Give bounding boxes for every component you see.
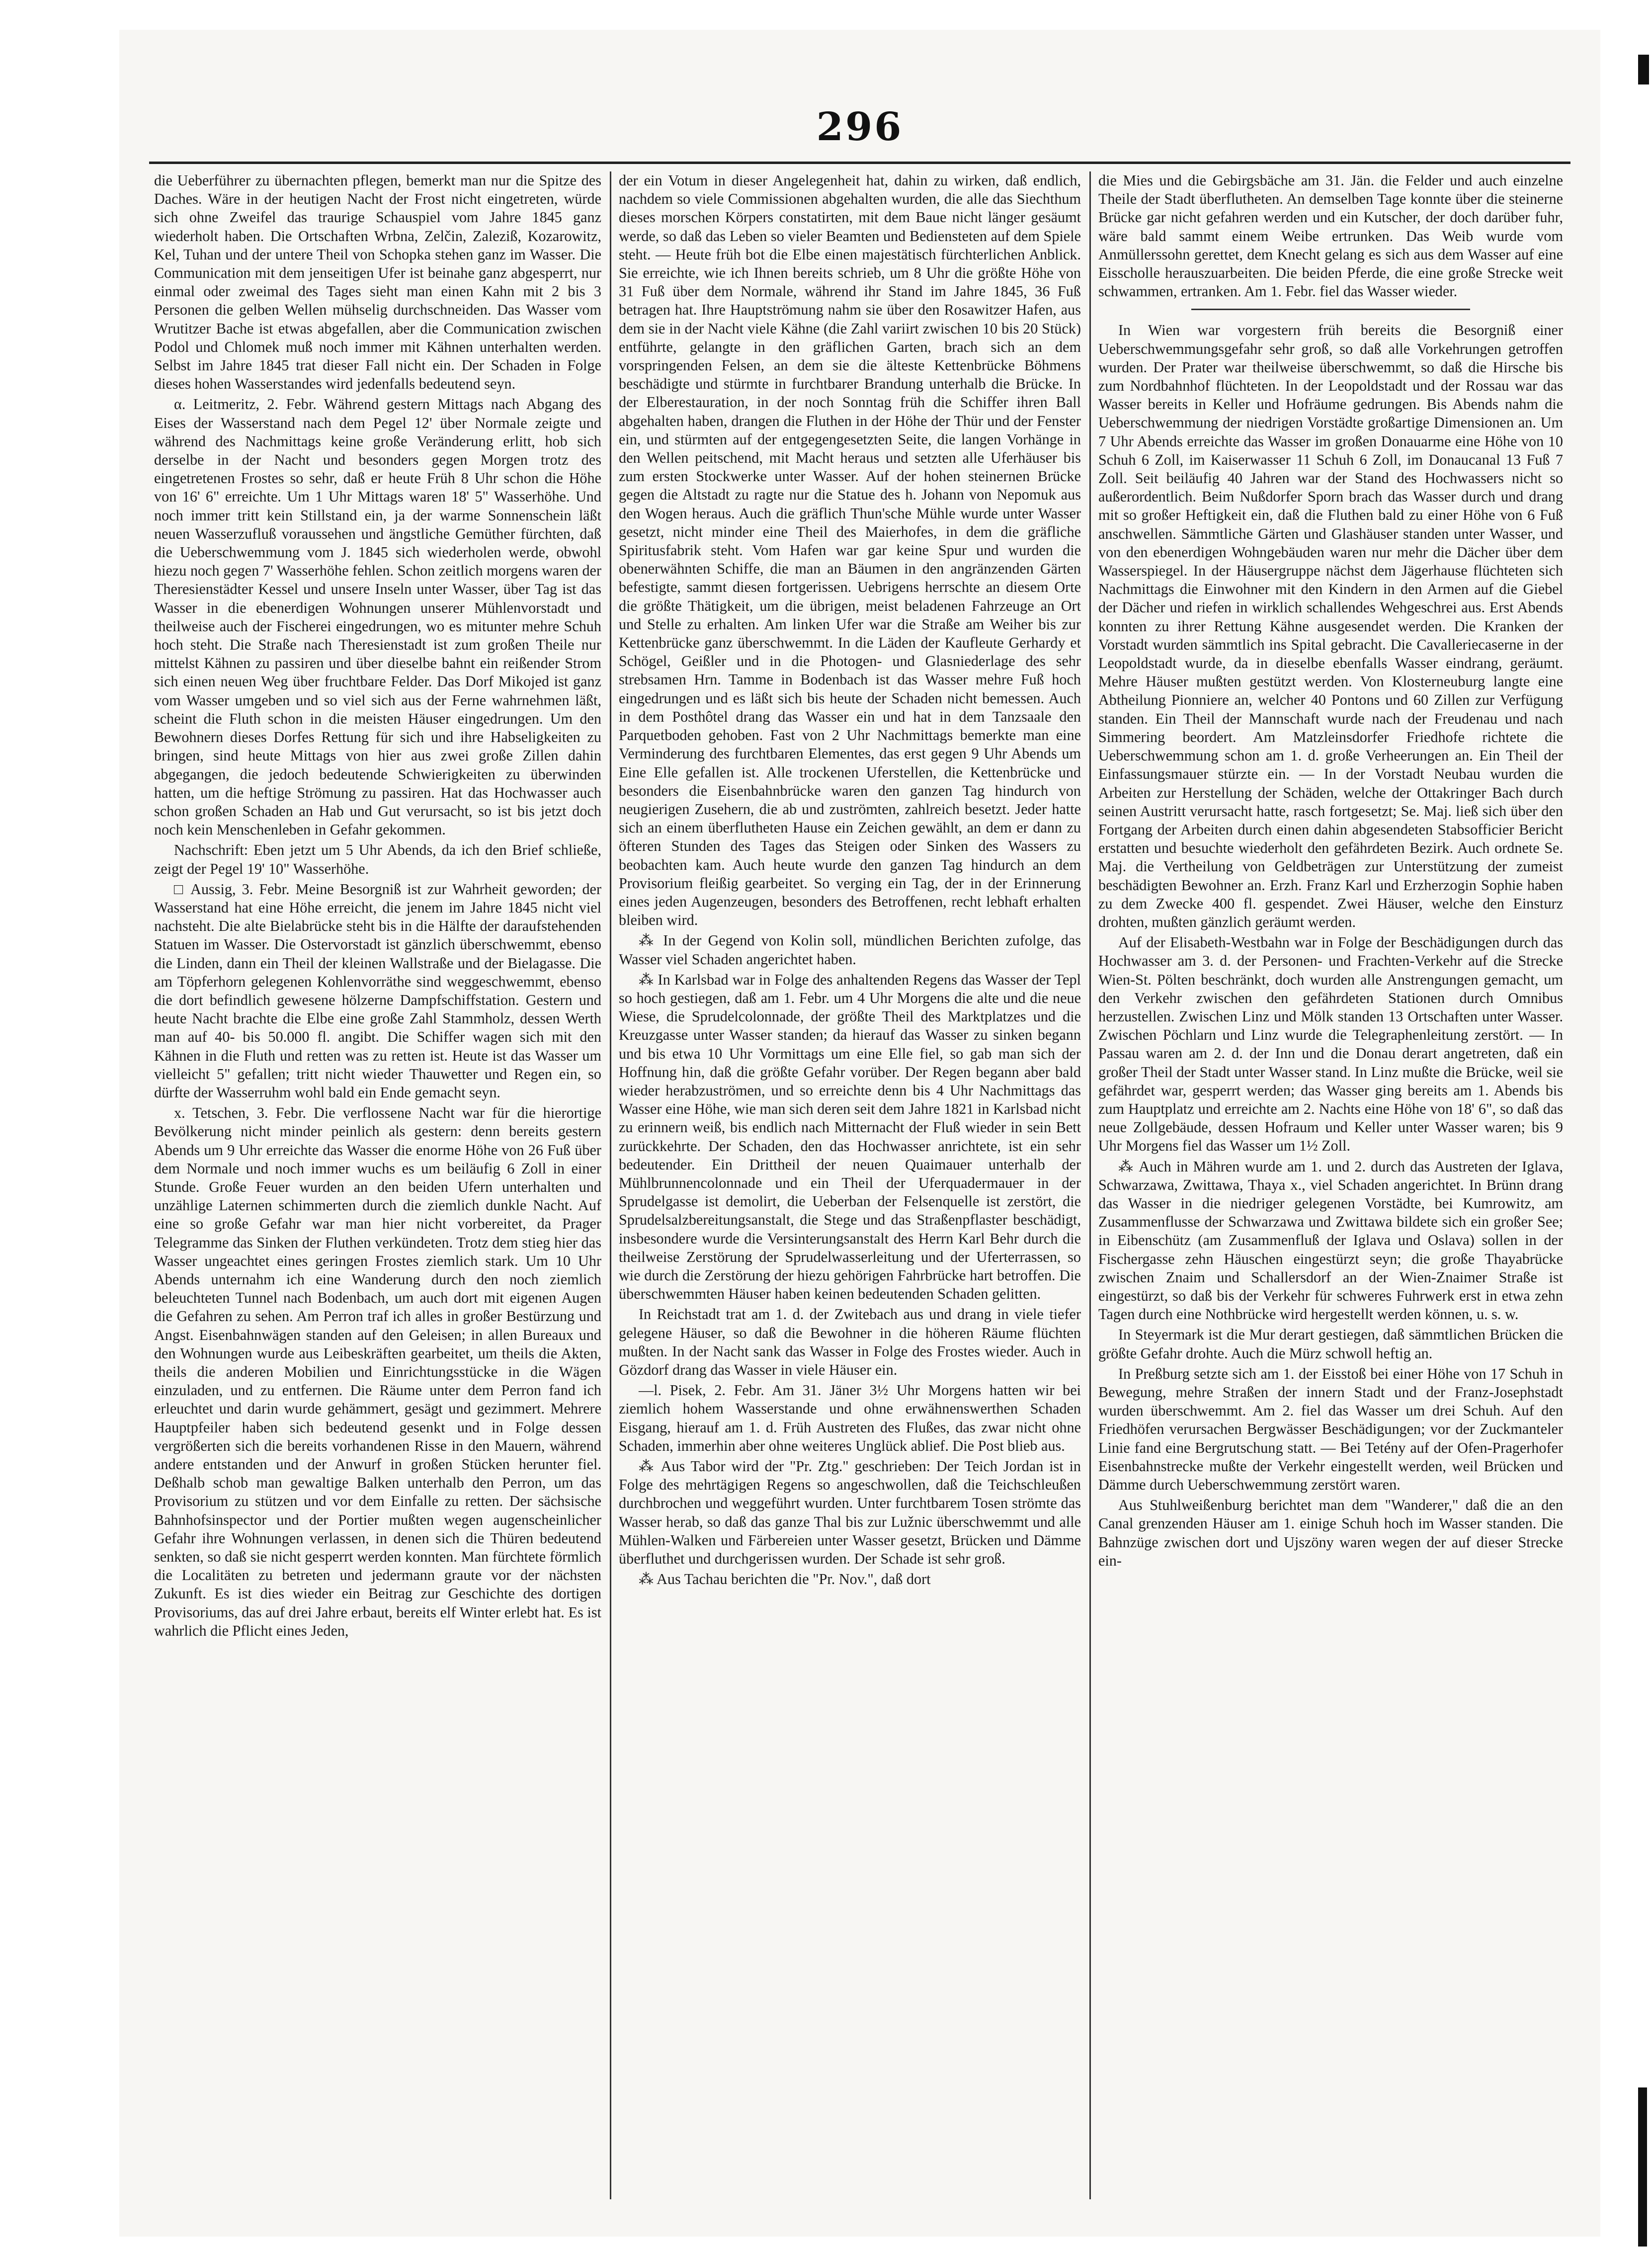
paragraph: In Steyermark ist die Mur derart gestiegen, daß sämmtlichen Brücken die größte Gefahr drohte. Auch die Mürz schwoll heftig an. bbox=[1098, 1326, 1563, 1362]
paragraph: ⁂ Aus Tabor wird der "Pr. Ztg." geschrieben: Der Teich Jordan ist in Folge des mehrtägigen Regens so angeschwollen, daß die Teichschleußen durchbrochen und weggeführt wurden. Unter furchtbarem Tosen strömte das Wasser herab, so daß das ganze Thal bis zur Lužnic überschwemmt und alle Mühlen-Walken und Färbereien unter Wasser gesetzt, Brücken und Dämme überfluthet und durchgerissen wurden. Der Schade ist sehr groß. bbox=[619, 1458, 1081, 1568]
paragraph: die Mies und die Gebirgsbäche am 31. Jän. die Felder und auch einzelne Theile der Stadt überflutheten. An demselben Tage konnte über die steinerne Brücke gar nicht gefahren werden und ein Kutscher, der doch darüber fuhr, wäre bald sammt einem Weibe ertrunken. Das Weib wurde vom Anmüllerssohn gerettet, dem Knecht gelang es sich aus dem Wasser auf eine Eisscholle herauszuarbeiten. Die beiden Pferde, die eine große Strecke weit schwammen, ertranken. Am 1. Febr. fiel das Wasser wieder. bbox=[1098, 172, 1563, 300]
scan-edge-mark bbox=[1638, 2087, 1647, 2247]
paragraph: ⁂ Auch in Mähren wurde am 1. und 2. durch das Austreten der Iglava, Schwarzawa, Zwittawa, Thaya x., viel Schaden angerichtet. In Brünn drang das Wasser in die niedriger gelegenen Vorstädte, bei Kumrowitz, am Zusammenflusse der Schwarzawa und Zwittawa bildete sich ein großer See; in Eibenschütz (am Zusammenfluß der Iglava und Oslava) sollen in der Fischergasse zehn Häuschen eingestürzt seyn; die große Thayabrücke zwischen Znaim und Schallersdorf an der Wien-Znaimer Straße ist eingestürzt, so daß bis der Verkehr für schweres Fuhrwerk erst in etwa zehn Tagen durch eine Nothbrücke wird hergestellt werden können, u. s. w. bbox=[1098, 1158, 1563, 1323]
paragraph: ⁂ Aus Tachau berichten die "Pr. Nov.", daß dort bbox=[639, 1571, 931, 1588]
paragraph: □ Aussig, 3. Febr. Meine Besorgniß ist zur Wahrheit geworden; der Wasserstand hat eine Höhe erreicht, die jenem im Jahre 1845 nicht viel nachsteht. Die alte Bielabrücke steht bis in die Hälfte der daraufstehenden Statuen im Wasser. Die Ostervorstadt ist gänzlich überschwemmt, ebenso die Linden, dann ein Theil der kleinen Wallstraße und der Bielagasse. Die am Töpferhorn gelegenen Kohlenvorräthe sind weggeschwemmt, ebenso die dort befindlich gewesene hölzerne Dampfschiffstation. Gestern und heute Nacht brachte die Elbe eine große Zahl Stammholz, dessen Werth man auf 40- bis 50.000 fl. angibt. Die Schiffer wagen sich mit den Kähnen in die Fluth und retten was zu retten ist. Heute ist das Wasser um vielleicht 5" gefallen; tritt nicht wieder Thauwetter und Regen ein, so dürfte der Wasserruhm wohl bald ein Ende gemacht seyn. bbox=[154, 880, 601, 1101]
paragraph: α. Leitmeritz, 2. Febr. Während gestern Mittags nach Abgang des Eises der Wasserstand nach dem Pegel 12' über Normale zeigte und während des Nachmittags keine große Veränderung erlitt, hob sich derselbe in der Nacht und besonders gegen Morgen trotz des eingetretenen Frostes so sehr, daß er heute Früh 8 Uhr schon die Höhe von 16' 6" erreichte. Um 1 Uhr Mittags waren 18' 5" Wasserhöhe. Und noch immer tritt kein Stillstand ein, ja der warme Sonnenschein läßt neuen Wasserzufluß voraussehen und ängstliche Gemüther fürchten, daß die Ueberschwemmung vom J. 1845 sich wiederholen werde, obwohl hiezu noch gegen 7' Wasserhöhe fehlen. Schon zeitlich morgens waren der Theresienstädter Kessel und unsere Inseln unter Wasser, über Tag ist das Wasser in die ebenerdigen Wohnungen unserer Mühlenvorstadt und theilweise auch der Fischerei eingedrungen, wo es mitunter mehre Schuh hoch steht. Die Straße nach Theresienstadt ist zum großen Theile nur mittelst Kähnen zu passiren und über dieselbe bahnt ein reißender Strom sich einen neuen Weg über fruchtbare Felder. Das Dorf Mikojed ist ganz vom Wasser umgeben und so viel sich aus der Ferne wahrnehmen läßt, scheint die Fluth schon in die meisten Häuser eingedrungen. Um den Bewohnern dieses Dorfes Rettung für sich und ihre Habseligkeiten zu bringen, sind heute Mittags von hier aus zwei große Zillen dahin abgegangen, die jedoch bedeutende Schwierigkeiten zu überwinden hatten, um die heftige Strömung zu passiren. Hat das Hochwasser auch schon großen Schaden an Hab und Gut verursacht, so ist bis jetzt doch noch kein Menschenleben in Gefahr gekommen. bbox=[154, 396, 601, 838]
header-rule bbox=[149, 162, 1570, 164]
paragraph: ⁂ In der Gegend von Kolin soll, mündlichen Berichten zufolge, das Wasser viel Schaden angerichtet haben. bbox=[619, 932, 1081, 968]
paragraph: In Wien war vorgestern früh bereits die Besorgniß einer Ueberschwemmungsgefahr sehr groß, so daß alle Vorkehrungen getroffen wurden. Der Prater war theilweise überschwemmt, so daß die Hirsche bis zum Nordbahnhof flüchteten. In der Leopoldstadt und der Rossau war das Wasser bereits in Keller und Hofräume gedrungen. Bis Abends nahm die Ueberschwemmung der niedrigen Vorstädte großartige Dimensionen an. Um 7 Uhr Abends erreichte das Wasser im großen Donauarme eine Höhe von 10 Schuh 6 Zoll, im Kaiserwasser 11 Schuh 6 Zoll, im Donaucanal 13 Fuß 7 Zoll. Seit beiläufig 40 Jahren war der Stand des Hochwassers nicht so außerordentlich. Beim Nußdorfer Sporn brach das Wasser durch und drang mit so großer Heftigkeit ein, daß die Fluthen bald zu einer Höhe von 6 Fuß anschwellen. Sämmtliche Gärten und Glashäuser standen unter Wasser, und von den ebenerdigen Wohngebäuden waren nur mehr die Dächer über dem Wasserspiegel. In der Häusergruppe nächst dem Jägerhause flüchteten sich Nachmittags die Einwohner mit den Kindern in den Armen auf die Giebel der Dächer und riefen in wirklich schallendes Wehgeschrei aus. Erst Abends konnten zu ihrer Rettung Kähne ausgesendet werden. Die Kranken der Vorstadt wurden sämmtlich ins Spital gebracht. Die Cavalleriecaserne in der Leopoldstadt wurde, da in dieselbe ebenfalls Wasser eindrang, geräumt. Mehre Häuser mußten gestützt werden. Von Klosterneuburg langte eine Abtheilung Pionniere an, welcher 40 Pontons und 60 Zillen zur Verfügung standen. Ein Theil der Mannschaft wurde nach der Freudenau und nach Simmering beordert. Am Matzleinsdorfer Friedhofe richtete die Ueberschwemmung schon am 1. d. große Verheerungen an. Ein Theil der Einfassungsmauer stürzte ein. — In der Vorstadt Neubau wurden die Arbeiten zur Herstellung der Schäden, welche der Ottakringer Bach durch seinen Austritt verursacht hatte, rasch fortgesetzt; Se. Maj. ließ sich über den Fortgang der Arbeiten durch einen dahin abgesendeten Stabsofficier Bericht erstatten und besuchte wiederholt den gefährdeten Bezirk. Auch ordnete Se. Maj. die Vertheilung von Geldbeträgen zur Unterstützung der zumeist beschädigten Bewohner an. Erzh. Franz Karl und Erzherzogin Sophie haben zu dem Zwecke 400 fl. gespendet. Zwei Häuser, welche den Einsturz drohten, mußten gänzlich geräumt werden. bbox=[1098, 322, 1563, 930]
paragraph: Auf der Elisabeth-Westbahn war in Folge der Beschädigungen durch das Hochwasser am 3. d. der Personen- und Frachten-Verkehr auf die Strecke Wien-St. Pölten beschränkt, doch wurden alle Anstrengungen gemacht, um den Verkehr zwischen den gefährdeten Stationen durch Omnibus herzustellen. Zwischen Linz und Mölk standen 13 Ortschaften unter Wasser. Zwischen Pöchlarn und Linz wurde die Telegraphenleitung zerstört. — In Passau waren am 2. d. der Inn und die Donau derart angetreten, daß ein großer Theil der Stadt unter Wasser stand. In Linz mußte die Brücke, weil sie gefährdet war, gesperrt werden; das Wasser ging bereits am 1. Abends bis zum Hauptplatz und erreichte am 2. Nachts eine Höhe von 18' 6", so daß das neue Zollgebäude, dessen Hofraum und Keller unter Wasser waren; bis 9 Uhr Morgens fiel das Wasser um 1½ Zoll. bbox=[1098, 934, 1563, 1155]
page-number: 296 bbox=[816, 104, 904, 150]
paragraph: Aus Stuhlweißenburg berichtet man dem "Wanderer," daß die an den Canal grenzenden Häuser am 1. einige Schuh hoch im Wasser standen. Die Bahnzüge zwischen dort und Ujszöny waren wegen der auf dieser Strecke ein- bbox=[1098, 1497, 1563, 1569]
paragraph: In Preßburg setzte sich am 1. der Eisstoß bei einer Höhe von 17 Schuh in Bewegung, mehre Straßen der innern Stadt und der Franz-Josephstadt wurden überschwemmt. Am 2. fiel das Wasser um drei Schuh. Auf den Friedhöfen verursachen Bergwässer Beschädigungen; vor der Zuckmanteler Linie fand eine Bergrutschung statt. — Bei Tetény auf der Ofen-Pragerhofer Eisenbahnstrecke mußte der Verkehr eingestellt werden, weil Brücken und Dämme durch Ueberschwemmung zerstört waren. bbox=[1098, 1365, 1563, 1494]
paragraph: Nachschrift: Eben jetzt um 5 Uhr Abends, da ich den Brief schließe, zeigt der Pegel 19' 10" Wasserhöhe. bbox=[154, 841, 601, 877]
column-divider bbox=[610, 171, 611, 2199]
paragraph: —l. Pisek, 2. Febr. Am 31. Jäner 3½ Uhr Morgens hatten wir bei ziemlich hohem Wasserstande und ohne erwähnenswerthen Schaden Eisgang, hierauf am 1. d. Früh Austreten des Flußes, das zwar nicht ohne Schaden, immerhin aber ohne weiteres Unglück ablief. Die Post blieb aus. bbox=[619, 1382, 1081, 1454]
scan-edge-mark bbox=[1638, 55, 1649, 84]
paragraph: x. Tetschen, 3. Febr. Die verflossene Nacht war für die hierortige Bevölkerung nicht minder peinlich als gestern: denn bereits gestern Abends um 9 Uhr erreichte das Wasser die enorme Höhe von 26 Fuß über dem Normale und noch immer wuchs es um beiläufig 6 Zoll in einer Stunde. Große Feuer wurden an den beiden Ufern unterhalten und unzählige Laternen schimmerten durch die ziemlich dunkle Nacht. Auf eine so große Gefahr war man hier nicht vorbereitet, da Prager Telegramme das Sinken der Fluthen verkündeten. Trotz dem stieg hier das Wasser ungeachtet eines geringen Frostes ziemlich stark. Um 10 Uhr Abends unternahm ich eine Wanderung durch den noch ziemlich beleuchteten Tunnel nach Bodenbach, um auch dort mit eigenen Augen die Gefahren zu sehen. Am Perron traf ich alles in großer Bestürzung und Angst. Eisenbahnwägen standen auf den Geleisen; in allen Bureaux und den Wohnungen wurde aus Leibeskräften gearbeitet, um theils die Akten, theils die anderen Mobilien und Einrichtungsstücke in die Wägen einzuladen, und zu entfernen. Die Räume unter dem Perron fand ich erleuchtet und darin wurde gehämmert, gesägt und gezimmert. Mehrere Hauptpfeiler haben sich bedeutend gesenkt und in Folge dessen vergrößerten sich die bereits vorhandenen Risse in den Mauern, während andere entstanden und der Anwurf in großen Stücken herunter fiel. Deßhalb schob man gewaltige Balken unterhalb den Perron, um das Provisorium zu stützen und vor dem Einfalle zu retten. Der sächsische Bahnhofsinspector und der Portier mußten wegen augenscheinlicher Gefahr ihre Wohnungen verlassen, in denen sich die Thüren bedeutend senkten, so daß sie nicht gesperrt werden konnten. Man fürchtete förmlich die Localitäten zu betreten und jedermann graute vor der nächsten Zukunft. Es ist dies wieder ein Beitrag zur Geschichte des dortigen Provisoriums, das auf drei Jahre erbaut, bereits elf Winter erlebt hat. Es ist wahrlich die Pflicht eines Jeden, bbox=[154, 1104, 601, 1639]
paragraph: ⁂ In Karlsbad war in Folge des anhaltenden Regens das Wasser der Tepl so hoch gestiegen, daß am 1. Febr. um 4 Uhr Morgens die alte und die neue Wiese, die Sprudelcolonnade, der größte Theil des Marktplatzes und die Kreuzgasse unter Wasser standen; da hierauf das Wasser zu sinken begann und bis etwa 10 Uhr Vormittags um eine Elle fiel, so gab man sich der Hoffnung hin, daß die größte Gefahr vorüber. Der Regen begann aber bald wieder herabzuströmen, und so erreichte denn bis 4 Uhr Nachmittags das Wasser eine Höhe, wie man sich deren seit dem Jahre 1821 in Karlsbad nicht zu erinnern weiß, bis endlich nach Mitternacht der Fluß wieder in sein Bett zurückkehrte. Der Schaden, den das Hochwasser anrichtete, ist ein sehr bedeutender. Ein Drittheil der neuen Quaimauer unterhalb der Mühlbrunnencolonnade und ein Theil der Uferquadermauer in der Sprudelgasse ist demolirt, die Ueberban der Felsenquelle ist zerstört, die Sprudelsalzbereitungsanstalt, die Stege und das Straßenpflaster beschädigt, insbesondere wurde die Versinterungsanstalt des Herrn Karl Behr durch die theilweise Zerstörung der Sprudelwasserleitung und der Uferterrassen, so wie durch die Zerstörung der hiezu gehörigen Fahrbrücke hart betroffen. Die überschwemmten Häuser haben keinen bedeutenden Schaden gelitten. bbox=[619, 971, 1081, 1303]
newspaper-page bbox=[119, 30, 1600, 2237]
column-1 bbox=[154, 171, 601, 2199]
paragraph: die Ueberführer zu übernachten pflegen, bemerkt man nur die Spitze des Daches. Wäre in der heutigen Nacht der Frost nicht eingetreten, würde sich ohne Zweifel das traurige Schauspiel vom Jahre 1845 ganz wiederholt haben. Die Ortschaften Wrbna, Zelčin, Zaleziß, Kozarowitz, Kel, Tuhan und der untere Theil von Schopka stehen ganz im Wasser. Die Communication mit dem jenseitigen Ufer ist beinahe ganz abgesperrt, nur einmal oder zweimal des Tages sieht man einen Kahn mit 2 bis 3 Personen die gelben Wellen mühselig durchschneiden. Das Wasser vom Wrutitzer Bache ist etwas abgefallen, aber die Communication zwischen Podol und Chlomek muß noch immer mit Kähnen unterhalten werden. Selbst im Jahre 1845 trat dieser Fall nicht ein. Der Schaden in Folge dieses hohen Wasserstandes wird jedenfalls bedeutend seyn. bbox=[154, 172, 601, 393]
paragraph: In Reichstadt trat am 1. d. der Zwitebach aus und drang in viele tiefer gelegene Häuser, so daß die Bewohner in die höheren Räume flüchten mußten. In der Nacht sank das Wasser in Folge des Frostes wieder. Auch in Gözdorf drang das Wasser in viele Häuser ein. bbox=[619, 1306, 1081, 1378]
paragraph: der ein Votum in dieser Angelegenheit hat, dahin zu wirken, daß endlich, nachdem so viele Commissionen abgehalten wurden, die alle das Siechthum dieses morschen Körpers constatirten, mit dem Baue nicht länger gesäumt werde, so daß das Leben so vieler Beamten und Bediensteten auf dem Spiele steht. — Heute früh bot die Elbe einen majestätisch fürchterlichen Anblick. Sie erreichte, wie ich Ihnen bereits schrieb, um 8 Uhr die größte Höhe von 31 Fuß über dem Normale, während ihr Stand im Jahre 1845, 36 Fuß betragen hat. Ihre Hauptströmung nahm sie über den Rosawitzer Hafen, aus dem sie in der Nacht viele Kähne (die Zahl variirt zwischen 10 bis 20 Stück) entführte, gelangte in den gräflichen Garten, brach sich an dem vorspringenden Felsen, an dem sie die älteste Kettenbrücke Böhmens beschädigte und stürmte in furchtbarer Brandung unterhalb die Brücke. In der Elberestauration, in der noch Sonntag früh die Schiffer ihren Ball abgehalten haben, drangen die Fluthen in der Höhe der Thür und der Fenster ein, und stürmten auf der entgegengesetzten Seite, die langen Vorhänge in den Wellen peitschend, mit Macht heraus und setzten alle Uferhäuser bis zum ersten Stockwerke unter Wasser. Auf der hohen steinernen Brücke gegen die Altstadt zu ragte nur die Statue des h. Johann von Nepomuk aus den Wogen heraus. Auch die gräflich Thun'sche Mühle wurde unter Wasser gesetzt, nicht minder eine Theil des Maierhofes, in dem die gräfliche Spiritusfabrik steht. Vom Hafen war gar keine Spur und wurden die obenerwähnten Schiffe, die man an Bäumen in den angränzenden Gärten befestigte, sammt diesen fortgerissen. Uebrigens herrschte an diesem Orte die größte Thätigkeit, um die übrigen, meist beladenen Fahrzeuge an Ort und Stelle zu erhalten. Am linken Ufer war die Straße am Weiher bis zur Kettenbrücke ganz überschwemmt. In die Läden der Kaufleute Gerhardy et Schögel, Geißler und in die Photogen- und Glasniederlage des sehr strebsamen Hrn. Tamme in Bodenbach ist das Wasser mehre Fuß hoch eingedrungen und es läßt sich bis heute der Schaden nicht bemessen. Auch in dem Posthôtel drang das Wasser ein und hat in dem Tanzsaale den Parquetboden gehoben. Fast von 2 Uhr Nachmittags bemerkte man eine Verminderung des furchtbaren Elementes, das erst gegen 9 Uhr Abends um Eine Elle gefallen ist. Alle trockenen Uferstellen, die Kettenbrücke und besonders die Eisenbahnbrücke waren den ganzen Tag hindurch von neugierigen Zusehern, die ab und zuströmten, zahlreich besetzt. Jeder hatte sich an einem überflutheten Hause ein Zeichen gewählt, an dem er dann zu öfteren Stunden des Tages das Steigen oder Sinken des Wassers zu beobachten kam. Auch heute wurde den ganzen Tag hindurch an dem Provisorium fleißig gearbeitet. So verging ein Tag, der in der Erinnerung eines jeden Augenzeugen, besonders des Betroffenen, recht lebhaft erhalten bleiben wird. bbox=[619, 172, 1081, 929]
column-2 bbox=[619, 171, 1081, 2199]
column-3 bbox=[1098, 171, 1563, 2199]
column-divider bbox=[1089, 171, 1091, 2199]
section-divider bbox=[1191, 309, 1470, 310]
